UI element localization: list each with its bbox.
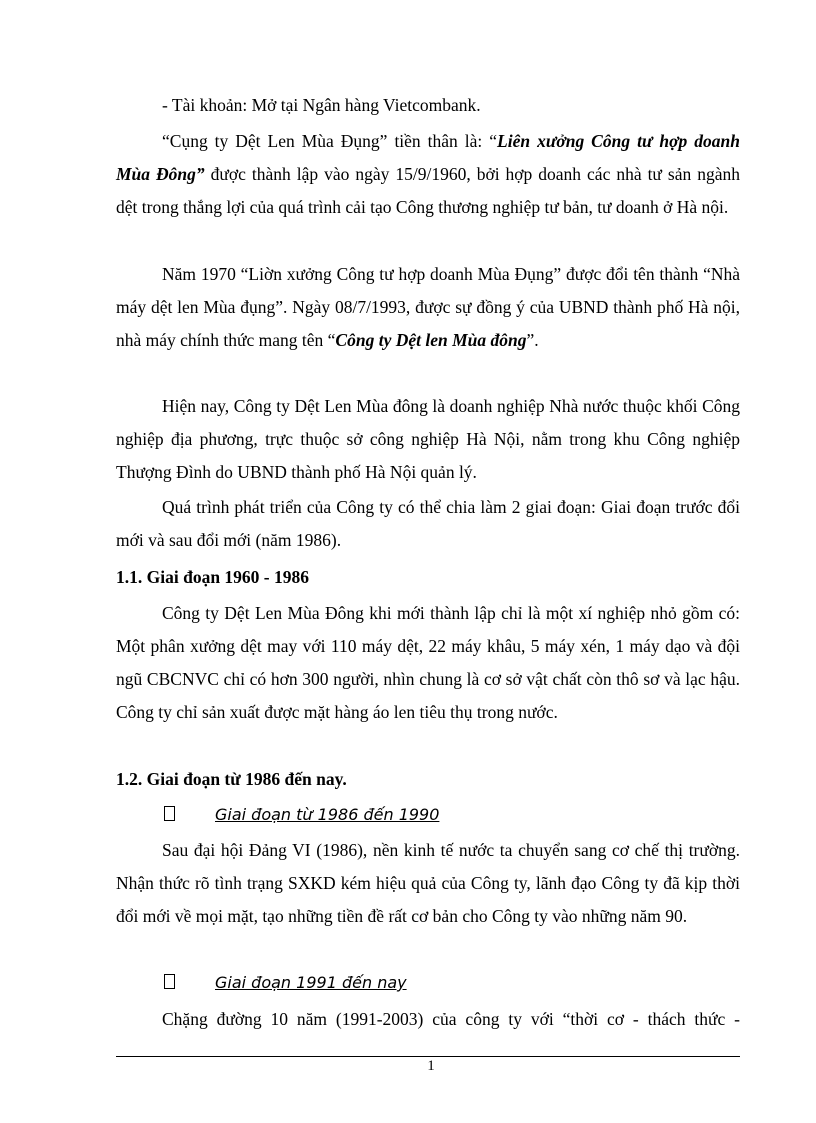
development-text: Quá trình phát triển của Công ty có thể chia làm 2 giai đoạn: Giai đoạn trước đổi mới và sau đổi mới (năm 1986). [116, 497, 740, 550]
bullet-item-1991-now [164, 966, 407, 999]
paragraph-current [116, 390, 740, 489]
bullet-label-1991-now: Giai đoạn 1991 đến nay [215, 973, 407, 992]
history-text-b: được thành lập vào ngày 15/9/1960, bởi hợp doanh các nhà tư sản ngành dệt trong thắng lợi của quá trình cải tạo Công thương nghiệp tư bản, tư doanh ở Hà nội. [116, 164, 740, 217]
paragraph-decade [116, 1003, 740, 1036]
reform-text: Sau đại hội Đảng VI (1986), nền kinh tế nước ta chuyển sang cơ chế thị trường. Nhận thức rõ tình trạng SXKD kém hiệu quả của Công ty, lãnh đạo Công ty đã kịp thời đổi mới về mọi mặt, tạo những tiền đề rất cơ bản cho Công ty vào những năm 90. [116, 840, 740, 926]
section-heading-1-1: 1.1. Giai đoạn 1960 - 1986 [116, 567, 310, 587]
history-emphasis: Liên xưởng Công tư hợp doanh Mùa Đông” [116, 131, 740, 184]
rename-text-a: Năm 1970 “Liờn xưởng Công tư hợp doanh Mùa Đụng” được đổi tên thành “Nhà máy dệt len Mùa đụng”. Ngày 08/7/1993, được sự đồng ý của UBND thành phố Hà nội, nhà máy chính thức mang tên “ [116, 264, 740, 350]
paragraph-rename [116, 258, 740, 357]
rename-text-b: ”. [526, 330, 539, 350]
bullet-item-1986-1990 [164, 798, 439, 831]
footer-divider [116, 1056, 740, 1057]
paragraph-history [116, 125, 740, 224]
paragraph-development [116, 491, 740, 557]
paragraph-account [116, 89, 740, 122]
paragraph-account-text: - Tài khoản: Mở tại Ngân hàng Vietcombank. [162, 95, 481, 115]
bullet-label-1986-1990: Giai đoạn từ 1986 đến 1990 [215, 805, 440, 824]
bullet-box-icon [164, 806, 175, 821]
paragraph-early-period [116, 597, 740, 729]
current-text: Hiện nay, Công ty Dệt Len Mùa đông là doanh nghiệp Nhà nước thuộc khối Công nghiệp địa phương, trực thuộc sở công nghiệp Hà Nội, nằm trong khu Công nghiệp Thượng Đình do UBND thành phố Hà Nội quản lý. [116, 396, 740, 482]
section-heading-1-2: 1.2. Giai đoạn từ 1986 đến nay. [116, 769, 347, 789]
paragraph-reform [116, 834, 740, 933]
decade-text: Chặng đường 10 năm (1991-2003) của công ty với “thời cơ - thách thức - [162, 1009, 740, 1029]
early-period-text: Công ty Dệt Len Mùa Đông khi mới thành lập chỉ là một xí nghiệp nhỏ gồm có: Một phân xưởng dệt may với 110 máy dệt, 22 máy khâu, 5 máy xén, 1 máy dạo và đội ngũ CBCNVC chỉ có hơn 300 người, nhìn chung là cơ sở vật chất còn thô sơ và lạc hậu. Công ty chỉ sản xuất được mặt hàng áo len tiêu thụ trong nước. [116, 603, 740, 722]
rename-emphasis: Công ty Dệt len Mùa đông [335, 330, 527, 350]
bullet-box-icon [164, 974, 175, 989]
history-text-a: “Cụng ty Dệt Len Mùa Đụng” tiền thân là: “ [162, 131, 498, 151]
page-number: 1 [427, 1058, 435, 1074]
